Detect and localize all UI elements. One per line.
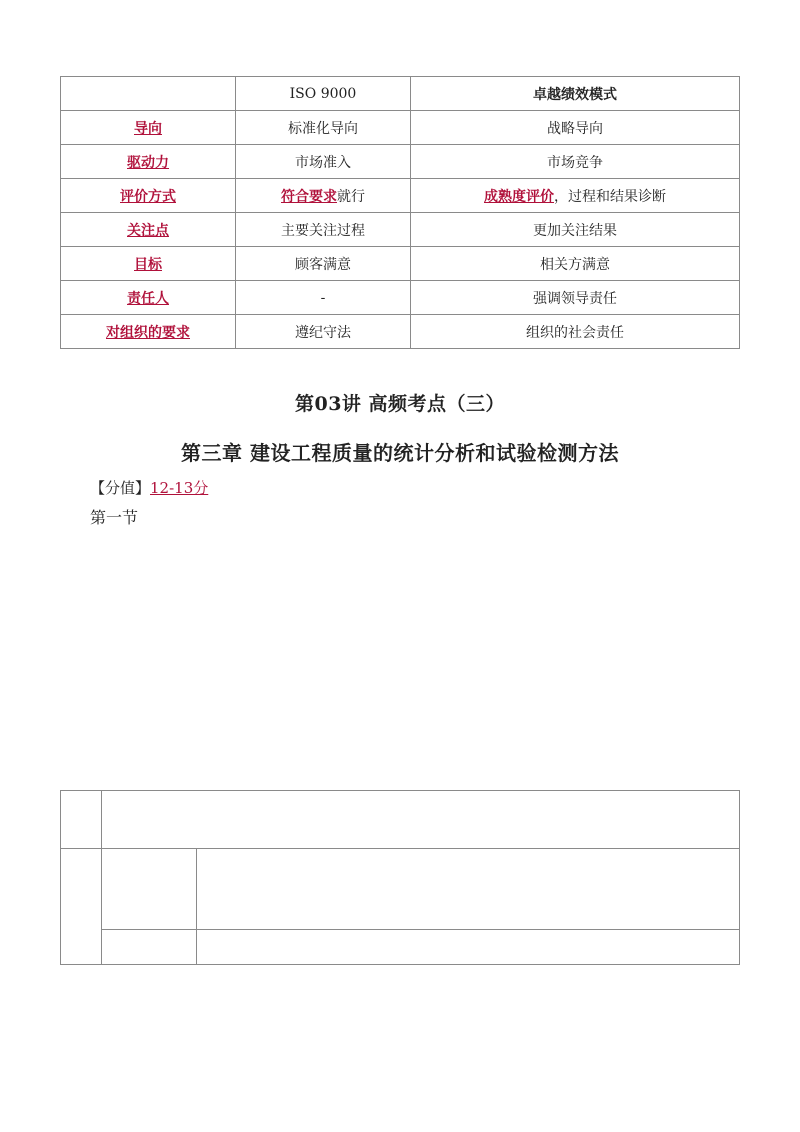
table-row xyxy=(61,791,740,849)
header-cell-iso: ISO 9000 xyxy=(236,77,411,111)
iso-cell: 标准化导向 xyxy=(236,111,411,145)
table-cell xyxy=(102,849,197,930)
table-row xyxy=(61,849,740,930)
iso-cell: 顾客满意 xyxy=(236,247,411,281)
excellence-cell: 强调领导责任 xyxy=(411,281,740,315)
iso-cell: 主要关注过程 xyxy=(236,213,411,247)
table-row xyxy=(61,179,740,213)
iso-rest-text: 就行 xyxy=(337,188,365,205)
iso-cell: 遵纪守法 xyxy=(236,315,411,349)
table-header-row xyxy=(61,77,740,111)
header-cell-empty xyxy=(61,77,236,111)
aspect-link[interactable]: 评价方式 xyxy=(120,188,176,205)
empty-outline-table xyxy=(60,790,740,965)
table-cell xyxy=(197,849,740,930)
header-cell-excellence: 卓越绩效模式 xyxy=(411,77,740,111)
table-row xyxy=(61,213,740,247)
excellence-emphasis-link[interactable]: 成熟度评价 xyxy=(484,188,554,205)
excellence-cell: 市场竞争 xyxy=(411,145,740,179)
chapter-title: 第三章 建设工程质量的统计分析和试验检测方法 xyxy=(181,441,619,465)
excellence-cell: 相关方满意 xyxy=(411,247,740,281)
aspect-link[interactable]: 驱动力 xyxy=(127,154,169,171)
table-cell xyxy=(197,930,740,965)
aspect-link[interactable]: 责任人 xyxy=(127,290,169,307)
table-row xyxy=(61,111,740,145)
iso-cell: - xyxy=(236,281,411,315)
section-label: 第一节 xyxy=(90,508,139,527)
table-cell xyxy=(61,791,102,849)
table-cell xyxy=(102,930,197,965)
excellence-cell: 组织的社会责任 xyxy=(411,315,740,349)
iso-cell: 市场准入 xyxy=(236,145,411,179)
comparison-table xyxy=(60,76,740,349)
excellence-cell xyxy=(411,179,740,213)
score-value-link[interactable]: 12-13分 xyxy=(150,479,209,497)
excellence-rest-text: ，过程和结果诊断 xyxy=(554,188,666,205)
table-row xyxy=(61,247,740,281)
table-row xyxy=(61,145,740,179)
table-cell xyxy=(102,791,740,849)
aspect-link[interactable]: 目标 xyxy=(134,256,162,273)
table-row xyxy=(61,315,740,349)
iso-emphasis-link[interactable]: 符合要求 xyxy=(281,188,337,205)
score-label: 【分值】 xyxy=(90,479,151,497)
aspect-link[interactable]: 导向 xyxy=(134,120,162,137)
iso-cell xyxy=(236,179,411,213)
excellence-cell: 更加关注结果 xyxy=(411,213,740,247)
aspect-link[interactable]: 对组织的要求 xyxy=(106,324,190,341)
table-cell xyxy=(61,849,102,965)
table-row xyxy=(61,930,740,965)
aspect-link[interactable]: 关注点 xyxy=(127,222,169,239)
score-line xyxy=(90,477,208,498)
excellence-cell: 战略导向 xyxy=(411,111,740,145)
table-row xyxy=(61,281,740,315)
lecture-title: 第03讲 高频考点（三） xyxy=(294,393,506,415)
